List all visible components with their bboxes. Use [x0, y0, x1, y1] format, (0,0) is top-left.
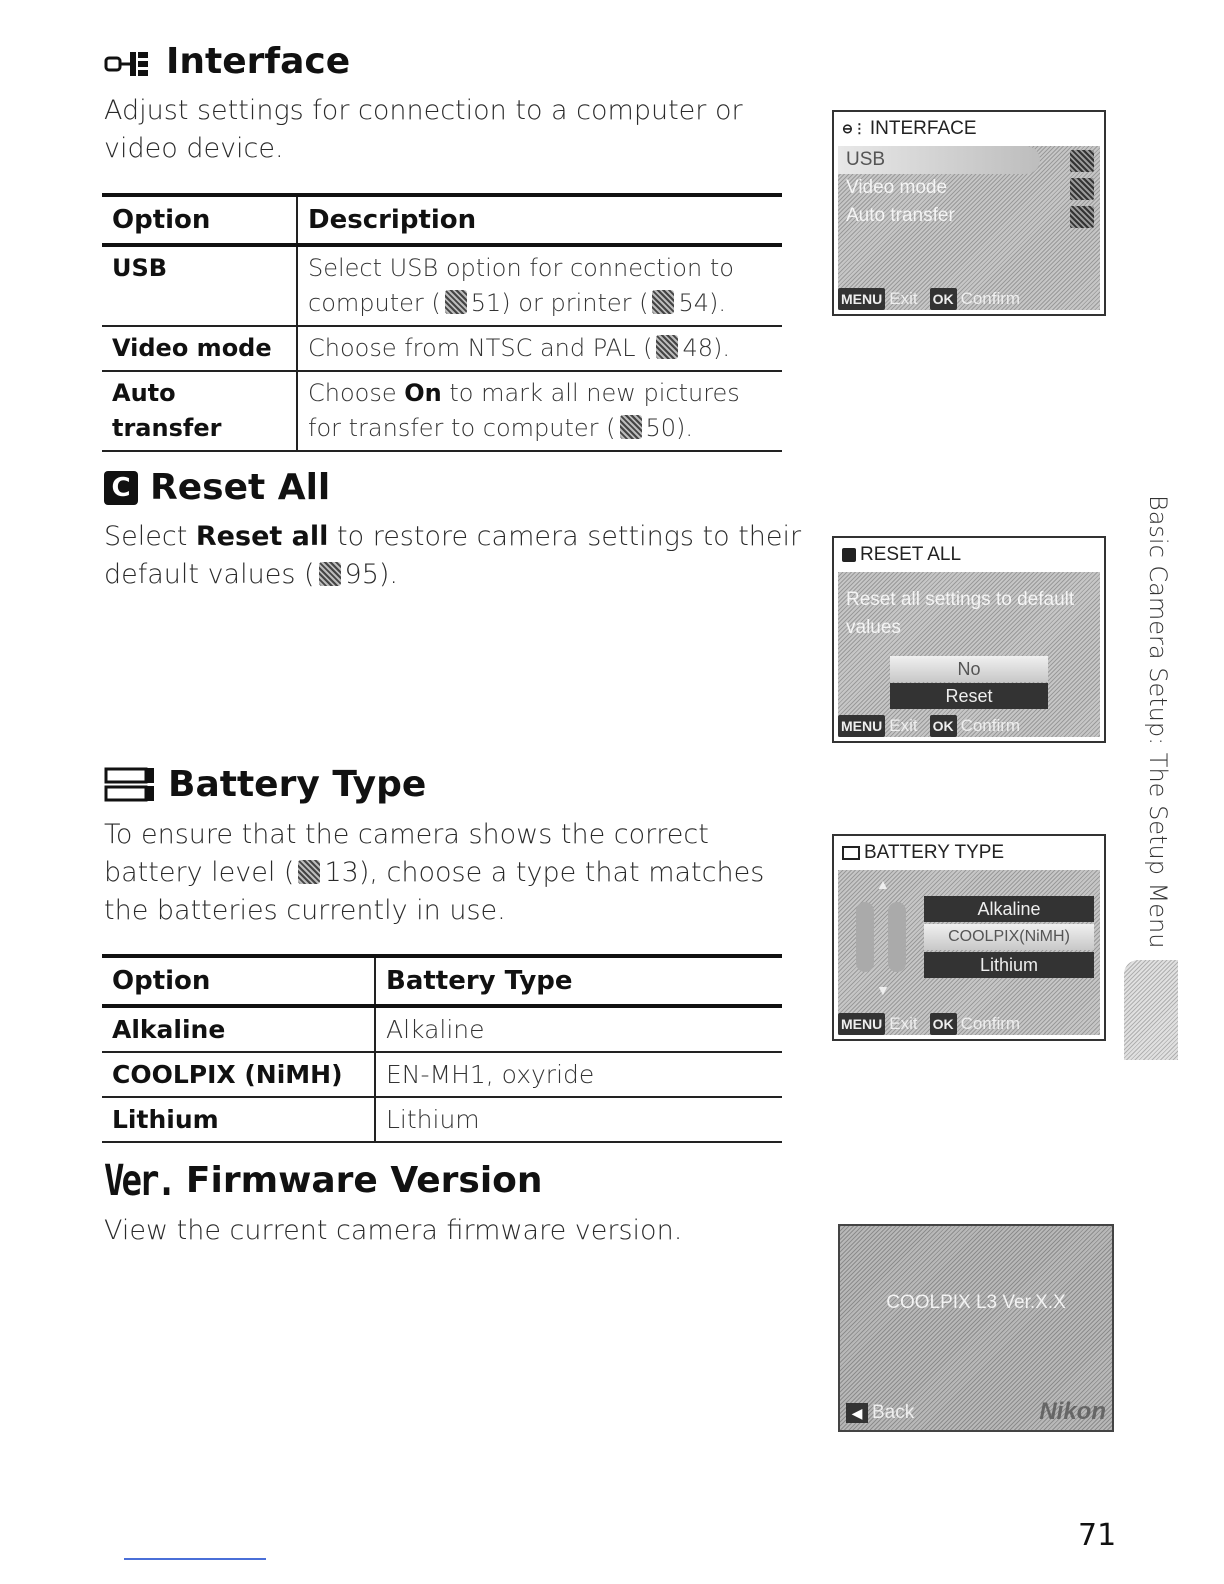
reset-title	[104, 468, 330, 508]
battery-icon	[104, 766, 156, 804]
screen-title: INTERFACE	[869, 118, 977, 139]
reset-description: Select Reset all to restore camera settings to their default values ( 95).	[104, 521, 802, 590]
table-header: Option	[102, 956, 375, 1006]
table-cell-battery-type: Alkaline	[375, 1006, 782, 1052]
table-cell-description: Choose from NTSC and PAL ( 48).	[297, 326, 782, 371]
screen-selector	[838, 870, 1100, 1035]
screen-footer	[838, 288, 1020, 310]
battery-option: Lithium	[924, 952, 1094, 978]
battery-roll-icon	[856, 902, 874, 972]
page-ref-icon	[656, 335, 678, 359]
table-cell-option: COOLPIX (NiMH)	[102, 1052, 375, 1097]
reset-icon: C	[104, 471, 138, 505]
screen-menu	[838, 146, 1100, 310]
page-ref-icon	[620, 415, 642, 439]
screen-menu-item: Auto transfer	[846, 205, 955, 226]
table-cell-option: Alkaline	[102, 1006, 375, 1052]
menu-badge: MENU	[838, 288, 885, 310]
menu-badge: MENU	[838, 1013, 885, 1035]
firmware-screen	[838, 1224, 1114, 1432]
table-cell-description: Choose On to mark all new pictures for transfer to computer ( 50).	[297, 371, 782, 451]
brand-logo: Nikon	[1039, 1398, 1106, 1425]
screen-message: Reset all settings to default values	[846, 589, 1075, 638]
confirm-label: Confirm	[960, 1014, 1021, 1033]
arrow-down-icon: ▼	[876, 982, 890, 998]
exit-label: Exit	[889, 716, 918, 735]
table-cell-battery-type: Lithium	[375, 1097, 782, 1142]
arrow-up-icon: ▲	[876, 876, 890, 892]
battery-description: To ensure that the camera shows the correct battery level ( 13), choose a type that matches the batteries currently in use.	[104, 819, 765, 926]
screen-header	[834, 836, 1104, 870]
screen-title: BATTERY TYPE	[864, 842, 1005, 863]
table-row	[102, 371, 782, 451]
chevron-left-icon: ◀	[846, 1403, 868, 1423]
table-row	[102, 1097, 782, 1142]
ok-badge: OK	[930, 288, 957, 310]
page-ref-icon	[445, 290, 467, 314]
usb-icon	[1070, 150, 1094, 172]
battery-title-text: Battery Type	[168, 764, 427, 805]
confirm-label: Confirm	[960, 289, 1021, 308]
battery-screen	[832, 834, 1106, 1041]
battery-roll-icon	[888, 902, 906, 972]
battery-option: Alkaline	[924, 896, 1094, 922]
firmware-title	[104, 1156, 543, 1206]
interface-description: Adjust settings for connection to a computer or video device.	[104, 95, 743, 164]
battery-table	[102, 954, 782, 1143]
page-ref-icon	[652, 290, 674, 314]
page-ref-icon	[298, 860, 320, 884]
reset-title-text: Reset All	[150, 467, 331, 508]
battery-title	[104, 765, 426, 805]
battery-icon	[842, 846, 860, 860]
page-number: 71	[1078, 1518, 1117, 1553]
chapter-side-tab: Basic Camera Setup: The Setup Menu	[1144, 495, 1172, 949]
back-label: Back	[872, 1402, 915, 1423]
chapter-tab-marker	[1124, 960, 1178, 1060]
interface-title	[104, 42, 350, 82]
exit-label: Exit	[889, 1014, 918, 1033]
back-control	[846, 1402, 914, 1424]
table-row	[102, 1006, 782, 1052]
reset-screen	[832, 536, 1106, 743]
option-no: No	[890, 656, 1048, 682]
table-cell-description: Select USB option for connection to computer ( 51) or printer ( 54).	[297, 245, 782, 326]
interface-icon	[104, 47, 154, 77]
ntsc-icon	[1070, 178, 1094, 200]
firmware-title-text: Firmware Version	[185, 1160, 543, 1201]
interface-table	[102, 193, 782, 452]
screen-footer	[838, 1013, 1020, 1035]
confirm-label: Confirm	[960, 716, 1021, 735]
table-header-row	[102, 195, 782, 245]
table-cell-option: Video mode	[102, 326, 297, 371]
firmware-version-text: COOLPIX L3 Ver.X.X	[886, 1292, 1066, 1313]
table-cell-option: Auto transfer	[102, 371, 297, 451]
battery-option-selected: COOLPIX(NiMH)	[924, 924, 1094, 950]
screen-header	[834, 112, 1104, 146]
exit-label: Exit	[889, 289, 918, 308]
screen-menu-item: Video mode	[846, 177, 948, 198]
option-reset: Reset	[890, 683, 1048, 709]
table-cell-battery-type: EN-MH1, oxyride	[375, 1052, 782, 1097]
table-row	[102, 326, 782, 371]
table-row	[102, 245, 782, 326]
table-header-row	[102, 956, 782, 1006]
table-header: Description	[297, 195, 782, 245]
screen-title: RESET ALL	[860, 544, 962, 565]
menu-badge: MENU	[838, 715, 885, 737]
table-header: Battery Type	[375, 956, 782, 1006]
screen-menu-item: USB	[838, 146, 1040, 174]
firmware-icon: Ver.	[104, 1156, 174, 1206]
auto-transfer-icon	[1070, 206, 1094, 228]
interface-screen	[832, 110, 1106, 316]
screen-footer	[838, 715, 1020, 737]
interface-icon: ⊖⋮	[842, 121, 866, 136]
page-ref-icon	[319, 562, 341, 586]
reset-icon	[842, 548, 856, 562]
table-row	[102, 1052, 782, 1097]
screen-header	[834, 538, 1104, 572]
table-cell-option: Lithium	[102, 1097, 375, 1142]
ok-badge: OK	[930, 1013, 957, 1035]
firmware-description: View the current camera firmware version.	[104, 1215, 683, 1246]
footer-rule	[124, 1558, 266, 1560]
screen-dialog	[838, 572, 1100, 737]
table-cell-option: USB	[102, 245, 297, 326]
table-header: Option	[102, 195, 297, 245]
interface-title-text: Interface	[166, 41, 351, 82]
ok-badge: OK	[930, 715, 957, 737]
